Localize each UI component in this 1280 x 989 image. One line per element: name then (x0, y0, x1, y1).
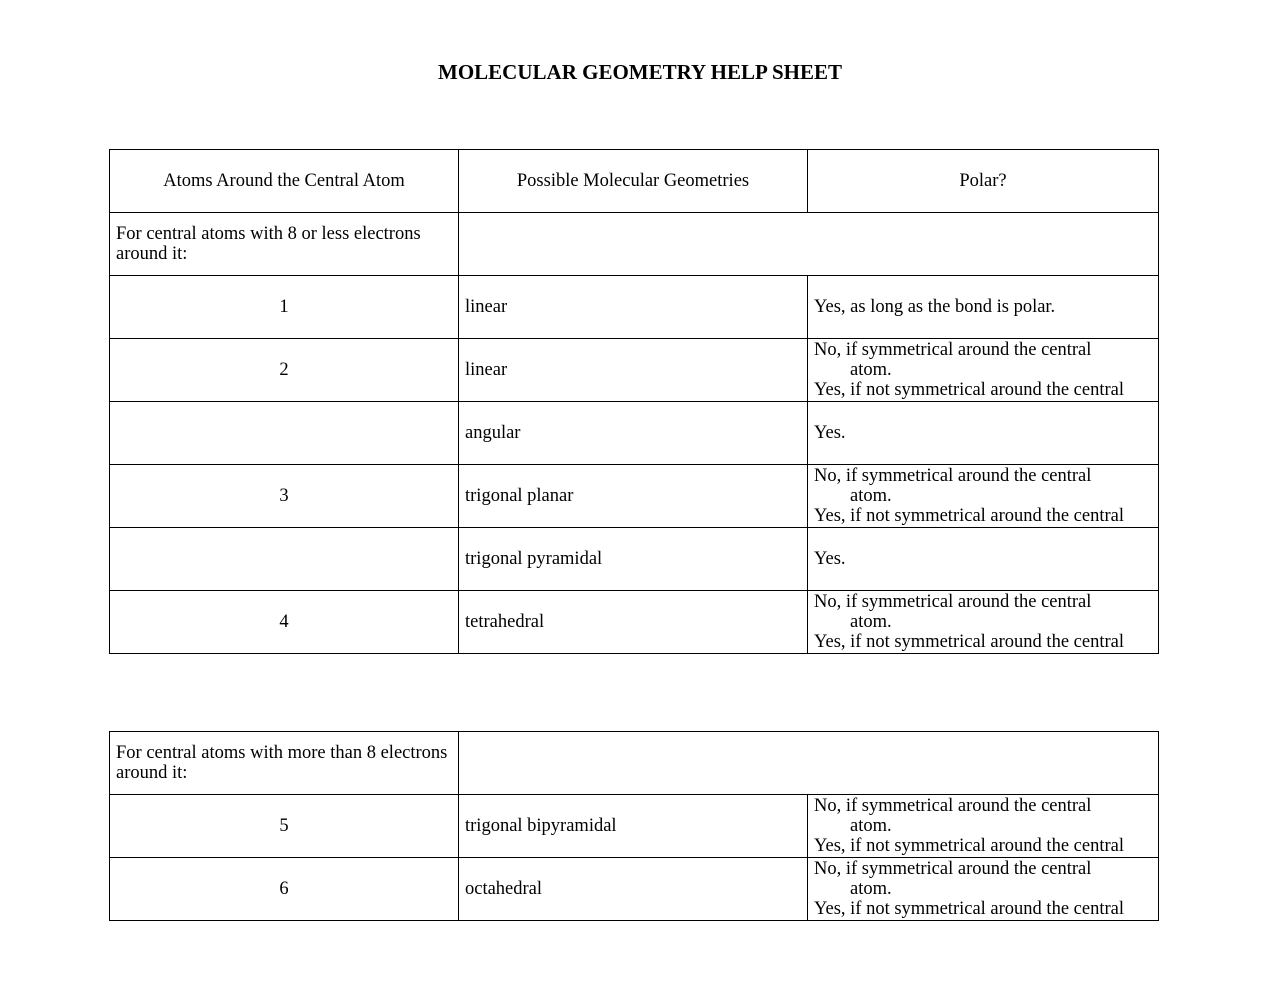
header-row (110, 150, 1159, 213)
geometry-cell: angular (459, 402, 808, 465)
geometry-cell: trigonal bipyramidal (459, 795, 808, 858)
polar-cell: Yes. (808, 402, 1159, 465)
atoms-cell: 3 (110, 465, 459, 528)
table-row (110, 276, 1159, 339)
atoms-cell: 6 (110, 858, 459, 921)
polar-line: atom. (850, 486, 892, 506)
geometry-cell: trigonal pyramidal (459, 528, 808, 591)
section-label: For central atoms with more than 8 electrons around it: (110, 732, 459, 795)
section-row (110, 213, 1159, 276)
atoms-cell (110, 402, 459, 465)
table-row (110, 465, 1159, 528)
geometry-table-expanded (109, 731, 1159, 921)
polar-cell (808, 339, 1159, 402)
section-row (110, 732, 1159, 795)
table-row (110, 858, 1159, 921)
atoms-cell: 5 (110, 795, 459, 858)
polar-line: No, if symmetrical around the central (814, 340, 1092, 360)
header-geometries: Possible Molecular Geometries (459, 150, 808, 213)
polar-cell: Yes, as long as the bond is polar. (808, 276, 1159, 339)
polar-line: Yes, if not symmetrical around the central (814, 506, 1124, 526)
polar-cell (808, 795, 1159, 858)
geometry-cell: linear (459, 276, 808, 339)
polar-line: atom. (850, 879, 892, 899)
header-polar: Polar? (808, 150, 1159, 213)
atoms-cell: 1 (110, 276, 459, 339)
polar-line: Yes, if not symmetrical around the central (814, 899, 1124, 919)
atoms-cell (110, 528, 459, 591)
table-row (110, 528, 1159, 591)
section-label: For central atoms with 8 or less electrons around it: (110, 213, 459, 276)
geometry-cell: tetrahedral (459, 591, 808, 654)
polar-line: atom. (850, 612, 892, 632)
polar-line: Yes, if not symmetrical around the central (814, 632, 1124, 652)
geometry-table-standard (109, 149, 1159, 654)
polar-cell (808, 858, 1159, 921)
atoms-cell: 2 (110, 339, 459, 402)
table-row (110, 402, 1159, 465)
polar-line: atom. (850, 360, 892, 380)
geometry-cell: octahedral (459, 858, 808, 921)
geometry-cell: trigonal planar (459, 465, 808, 528)
table-row (110, 591, 1159, 654)
header-atoms: Atoms Around the Central Atom (110, 150, 459, 213)
section-blank (459, 213, 1159, 276)
polar-line: Yes, if not symmetrical around the central (814, 380, 1124, 400)
polar-cell (808, 591, 1159, 654)
polar-cell: Yes. (808, 528, 1159, 591)
geometry-cell: linear (459, 339, 808, 402)
polar-line: Yes, if not symmetrical around the central (814, 836, 1124, 856)
table-row (110, 339, 1159, 402)
section-blank (459, 732, 1159, 795)
polar-line: No, if symmetrical around the central (814, 859, 1092, 879)
polar-line: No, if symmetrical around the central (814, 592, 1092, 612)
polar-line: atom. (850, 816, 892, 836)
atoms-cell: 4 (110, 591, 459, 654)
table-row (110, 795, 1159, 858)
polar-line: No, if symmetrical around the central (814, 466, 1092, 486)
polar-line: No, if symmetrical around the central (814, 796, 1092, 816)
polar-cell (808, 465, 1159, 528)
page-title: MOLECULAR GEOMETRY HELP SHEET (438, 60, 842, 84)
